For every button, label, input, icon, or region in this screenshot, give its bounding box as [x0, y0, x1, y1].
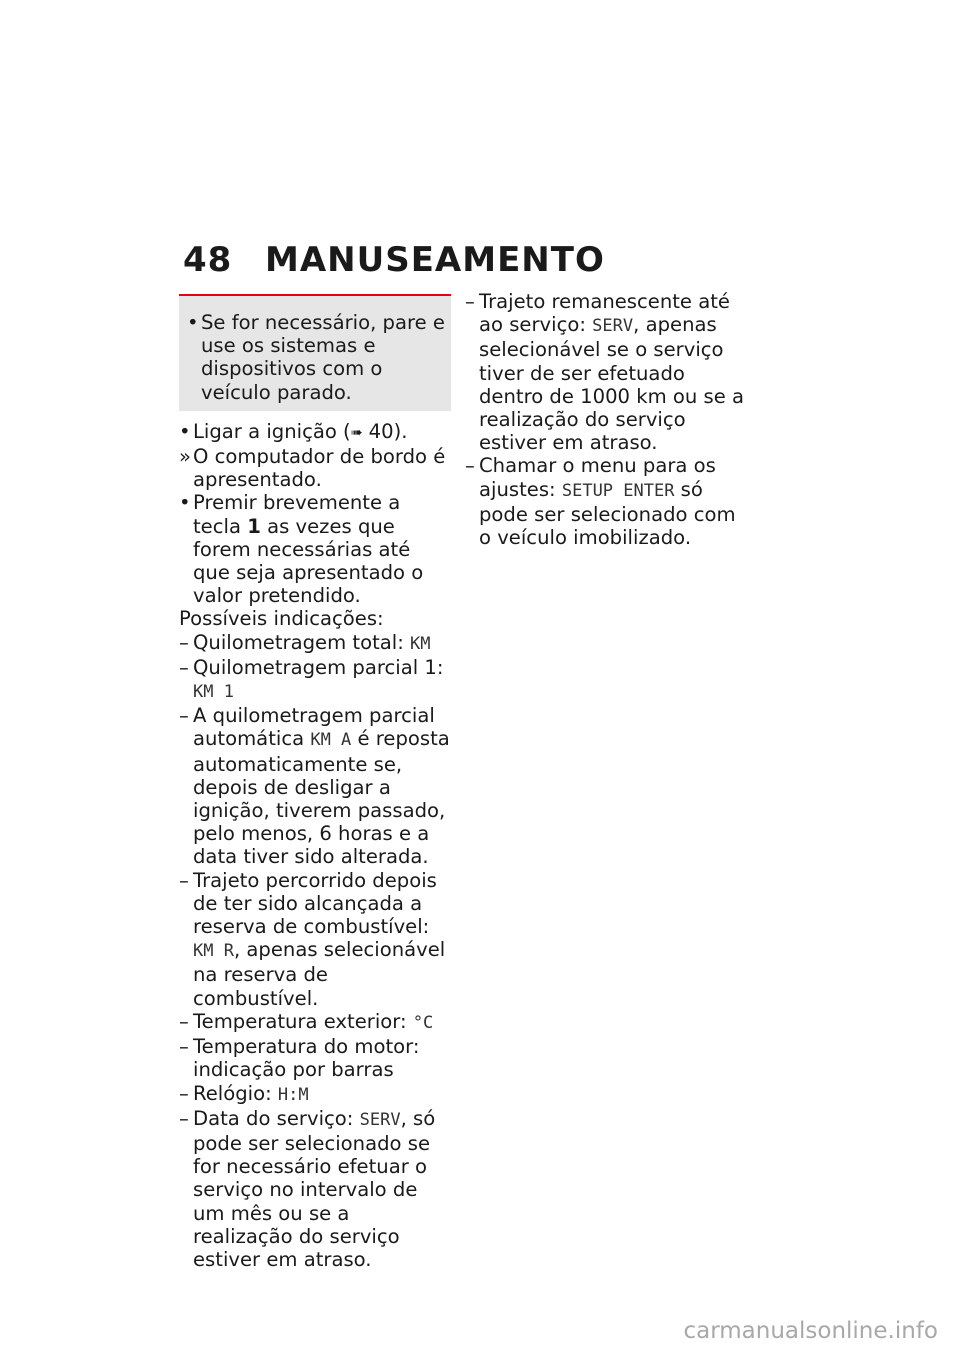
list-item — [465, 290, 745, 454]
dash-icon: – — [179, 1035, 189, 1059]
list-item — [179, 1082, 451, 1107]
list-item — [179, 1107, 451, 1271]
page-number: 48 — [183, 240, 233, 280]
item-text: Temperatura exterior: — [193, 1009, 413, 1033]
display-code: SERV — [592, 316, 634, 337]
display-code: KM A — [310, 730, 352, 751]
watermark: carmanualsonline.info — [683, 1318, 938, 1344]
section-title: MANUSEAMENTO — [265, 240, 605, 280]
left-column — [179, 294, 451, 1271]
dash-icon: – — [179, 704, 189, 728]
dash-icon: – — [179, 1106, 189, 1130]
item-text: , apenas selecionável se o serviço tiver de ser efetuado dentro de 1000 km ou se a realização do serviço estiver em atraso. — [479, 313, 745, 455]
dash-icon: – — [179, 630, 189, 654]
item-text: A quilometragem parcial automática — [193, 704, 435, 751]
step-result — [179, 445, 451, 491]
item-text: , só pode ser selecionado se for necessário efetuar o serviço no intervalo de um mês ou se a realização do serviço estiver em atraso. — [193, 1106, 436, 1271]
display-code: SERV — [359, 1109, 401, 1130]
item-text: Temperatura do motor: indicação por barras — [193, 1035, 420, 1082]
display-code: SETUP ENTER — [561, 480, 675, 501]
display-code: KM R — [193, 941, 234, 962]
item-text: Data do serviço: — [193, 1106, 360, 1130]
list-item — [179, 656, 451, 704]
step-ignition — [179, 420, 451, 445]
result-arrow-icon: » — [179, 445, 191, 469]
possible-heading: Possíveis indicações: — [179, 607, 384, 631]
safety-note — [179, 294, 451, 411]
display-code: KM 1 — [193, 682, 234, 703]
item-text: é reposta automaticamente se, depois de desligar a ignição, tiverem passado, pelo menos, 6 horas e a data tiver sido alterada. — [193, 727, 450, 869]
list-item — [179, 869, 451, 1010]
dash-icon: – — [179, 868, 189, 892]
display-code: KM — [410, 633, 431, 654]
page-header — [183, 240, 605, 280]
item-text: Trajeto percorrido depois de ter sido alcançada a reserva de combustível: — [193, 868, 437, 939]
step-text: Ligar a ignição ( — [193, 419, 351, 443]
dash-icon: – — [179, 655, 189, 679]
step-text: Premir brevemente a tecla — [193, 491, 401, 538]
item-text: Quilometragem total: — [193, 630, 411, 654]
page-reference: 40). — [362, 419, 408, 443]
list-item — [179, 1035, 451, 1081]
step-text: as vezes que forem necessárias até que seja apresentado o valor pretendido. — [193, 514, 424, 608]
item-text: , apenas selecionável na reserva de combustível. — [193, 938, 446, 1010]
bullet-icon: • — [179, 491, 191, 515]
dash-icon: – — [179, 1009, 189, 1033]
item-text: Trajeto remanescente até ao serviço: — [479, 290, 730, 337]
item-text: Relógio: — [193, 1081, 278, 1105]
step-text: O computador de bordo é apresentado. — [193, 445, 446, 492]
list-item — [179, 704, 451, 868]
note-item — [187, 311, 445, 404]
dash-icon: – — [465, 290, 475, 313]
list-item — [465, 454, 745, 549]
dash-icon: – — [179, 1081, 189, 1105]
dash-icon: – — [465, 454, 475, 478]
display-code: H:M — [277, 1084, 309, 1105]
note-text: Se for necessário, pare e use os sistemas e dispositivos com o veículo parado. — [201, 311, 445, 404]
step-press-key — [179, 491, 451, 607]
display-code: °C — [412, 1012, 434, 1033]
right-column — [465, 290, 745, 549]
page-reference-arrow-icon: ➠ — [350, 424, 363, 441]
key-label: 1 — [247, 514, 261, 538]
list-item — [179, 631, 451, 656]
item-text: só pode ser selecionado com o veículo imobilizado. — [479, 477, 736, 550]
list-item — [179, 1010, 451, 1035]
bullet-icon: • — [179, 419, 191, 443]
bullet-icon: • — [187, 311, 199, 334]
item-text: Chamar o menu para os ajustes: — [479, 454, 716, 501]
item-text: Quilometragem parcial 1: — [193, 655, 444, 679]
